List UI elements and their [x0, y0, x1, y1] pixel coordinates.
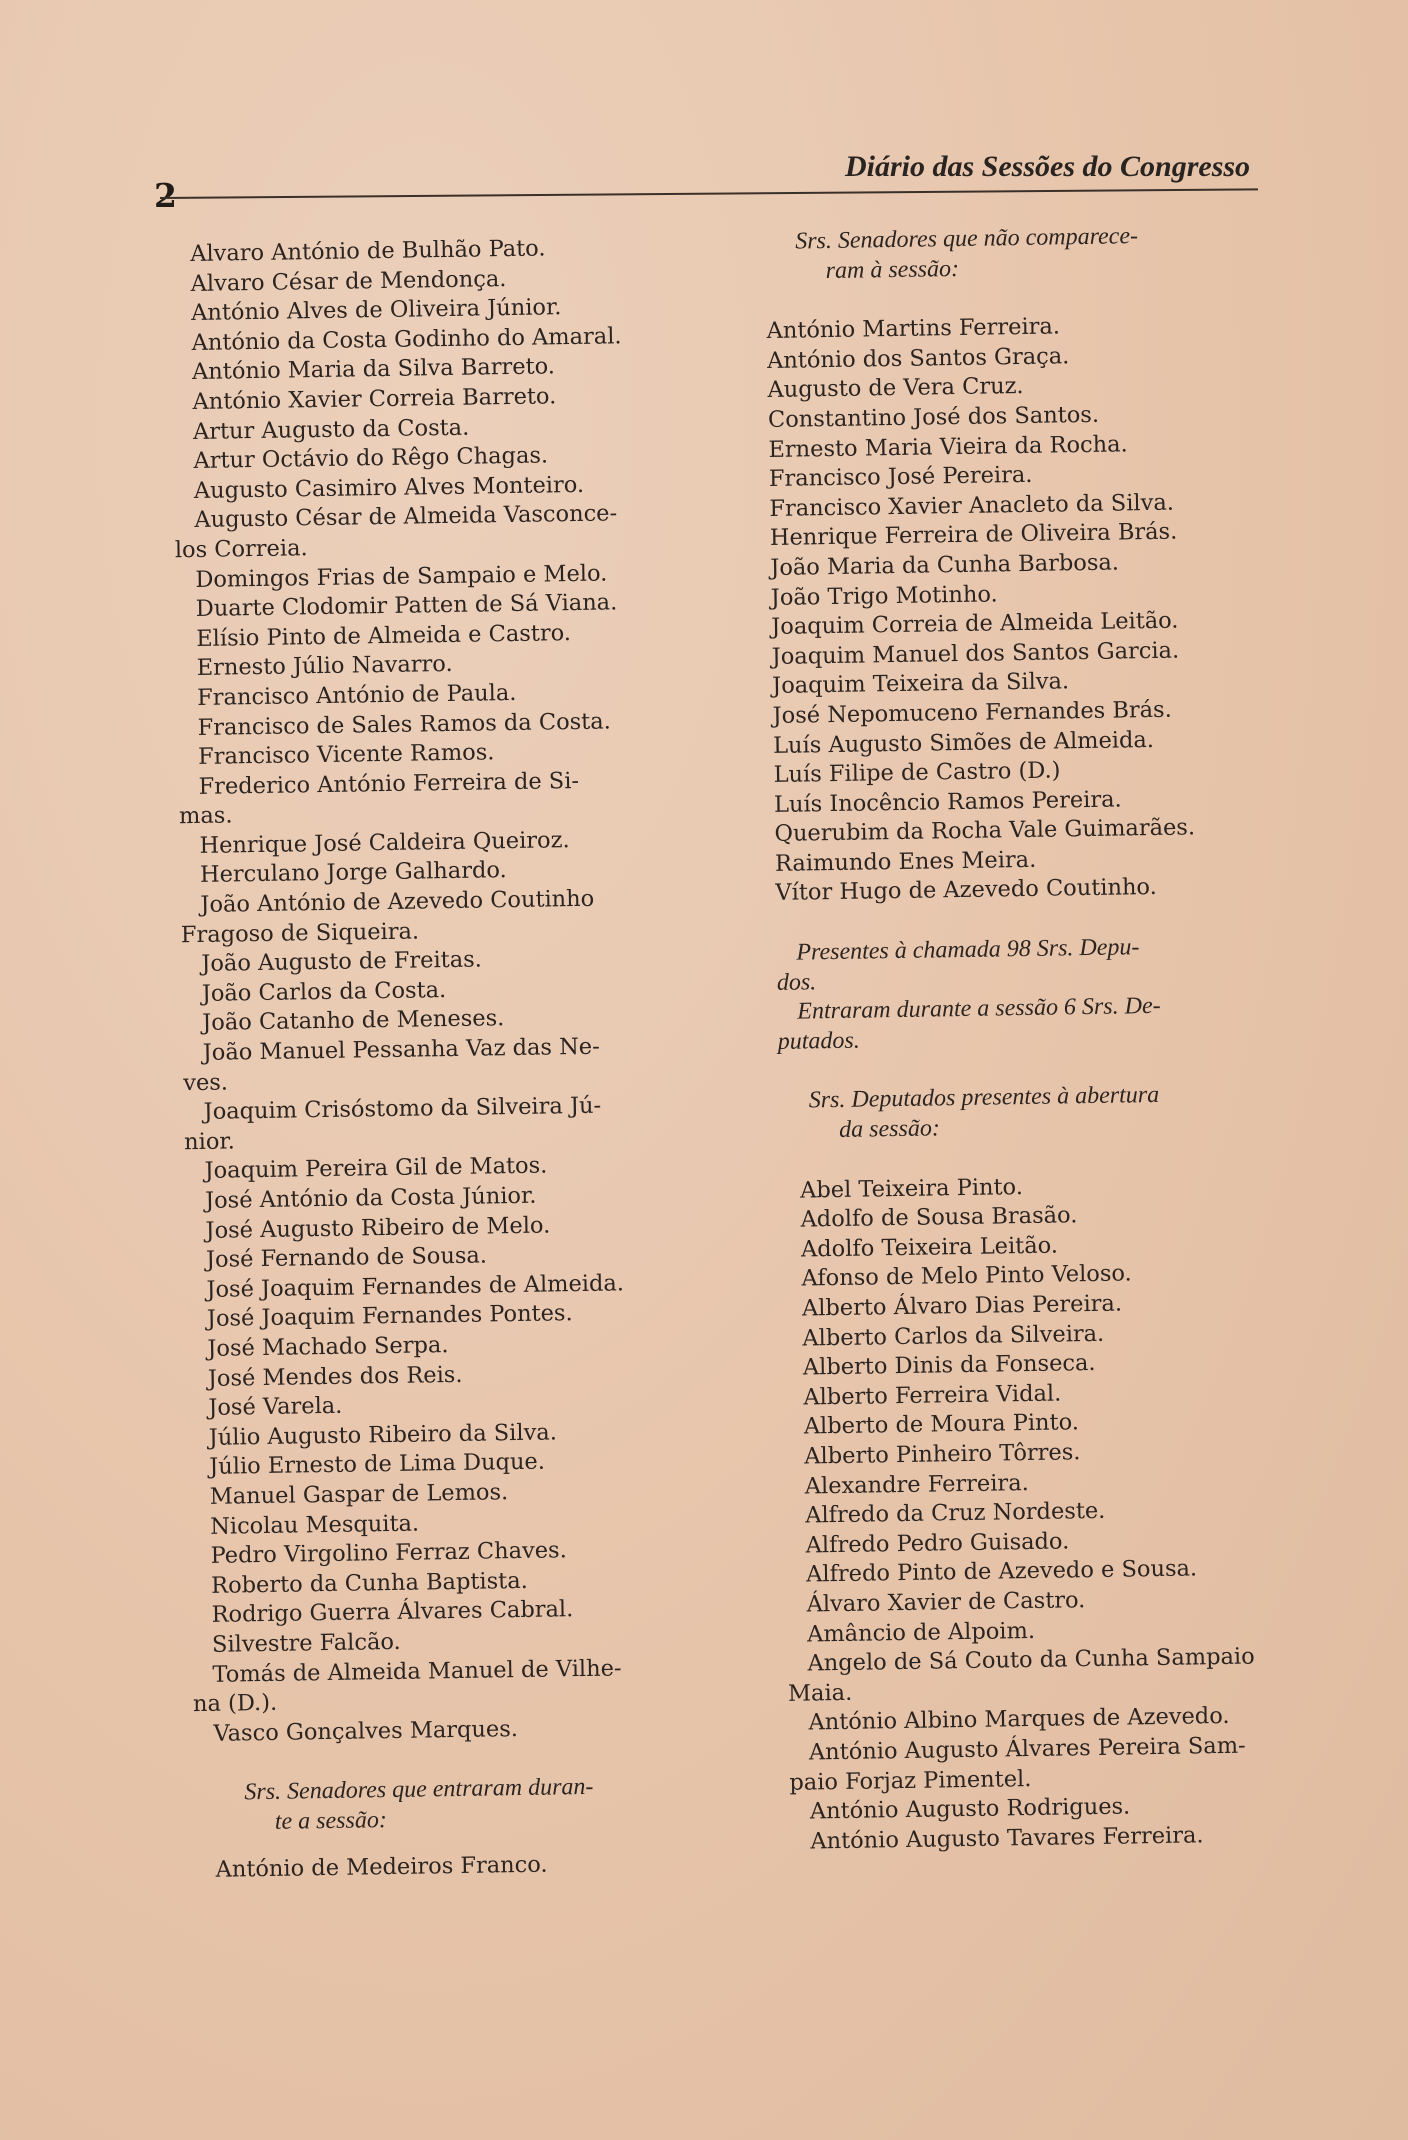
name-entry: António Alves de Oliveira Júnior. [190, 294, 562, 327]
section-heading-continuation: te a sessão: [274, 1806, 388, 1835]
name-entry: Ernesto Júlio Navarro. [196, 651, 453, 682]
name-entry: António da Costa Godinho do Amaral. [191, 323, 622, 356]
name-entry: Henrique Ferreira de Oliveira Brás. [769, 518, 1178, 552]
name-continuation: los Correia. [174, 535, 308, 564]
name-entry: Elísio Pinto de Almeida e Castro. [196, 619, 572, 652]
name-entry: Angelo de Sá Couto da Cunha Sampaio [807, 1643, 1255, 1677]
name-continuation: paio Forjaz Pimentel. [789, 1765, 1032, 1796]
name-continuation: ves. [183, 1069, 229, 1096]
name-entry: Joaquim Pereira Gil de Matos. [204, 1152, 548, 1185]
name-entry: Abel Teixeira Pinto. [799, 1173, 1024, 1204]
name-entry: Manuel Gaspar de Lemos. [209, 1479, 509, 1510]
name-entry: Constantino José dos Santos. [767, 401, 1100, 433]
attendance-summary-continuation: dos. [776, 968, 817, 996]
name-entry: Joaquim Crisóstomo da Silveira Jú- [203, 1092, 602, 1126]
name-entry: Nicolau Mesquita. [210, 1510, 420, 1540]
name-entry: Duarte Clodomir Patten de Sá Viana. [195, 589, 618, 623]
name-entry: António dos Santos Graça. [766, 343, 1070, 374]
name-entry: Alberto Dinis da Fonseca. [802, 1350, 1096, 1381]
header-rule [160, 188, 1258, 199]
name-entry: Francisco António de Paula. [196, 679, 517, 711]
name-entry: Francisco Xavier Anacleto da Silva. [769, 489, 1175, 522]
name-entry: António de Medeiros Franco. [215, 1852, 548, 1884]
section-heading-continuation: da sessão: [838, 1115, 941, 1143]
name-entry: Roberto da Cunha Baptista. [210, 1567, 528, 1599]
name-entry: João Maria da Cunha Barbosa. [770, 549, 1120, 581]
name-list [780, 1168, 1327, 1650]
page-number: 2 [154, 176, 177, 215]
name-list [201, 942, 742, 1039]
name-entry: Alfredo Pinto de Azevedo e Sousa. [805, 1555, 1198, 1588]
name-entry: Alfredo da Cruz Nordeste. [805, 1497, 1106, 1529]
name-entry: Alberto de Moura Pinto. [803, 1409, 1080, 1440]
name-entry: António Augusto Rodrigues. [809, 1793, 1131, 1825]
name-entry: João Manuel Pessanha Vaz das Ne- [202, 1033, 600, 1066]
name-entry: Artur Augusto da Costa. [192, 414, 470, 445]
name-entry: Júlio Augusto Ribeiro da Silva. [208, 1419, 558, 1451]
name-entry: Frederico António Ferreira de Si- [198, 767, 580, 800]
name-entry: Pedro Virgolino Ferraz Chaves. [210, 1537, 567, 1569]
name-entry: José Fernando de Sousa. [205, 1242, 488, 1274]
name-entry: António Augusto Tavares Ferreira. [810, 1821, 1204, 1855]
name-entry: Augusto Casimiro Alves Monteiro. [193, 471, 585, 504]
name-entry: Alfredo Pedro Guisado. [805, 1528, 1070, 1559]
attendance-summary: Presentes à chamada 98 Srs. Depu- [796, 934, 1140, 966]
name-entry: António Martins Ferreira. [766, 313, 1061, 345]
section-heading-continuation: ram à sessão: [825, 255, 960, 284]
name-entry: Alberto Carlos da Silveira. [802, 1320, 1105, 1352]
name-entry: João Trigo Motinho. [770, 580, 998, 611]
name-entry: Afonso de Melo Pinto Veloso. [801, 1260, 1132, 1292]
name-entry: Francisco Vicente Ramos. [197, 739, 495, 771]
name-entry: Luís Filipe de Castro (D.) [773, 757, 1061, 789]
name-entry: Artur Octávio do Rêgo Chagas. [193, 442, 549, 475]
name-entry: Augusto de Vera Cruz. [767, 373, 1024, 404]
name-entry: Augusto César de Almeida Vasconce- [194, 500, 618, 534]
running-title: Diário das Sessões do Congresso [845, 150, 1251, 183]
name-entry: Joaquim Teixeira da Silva. [771, 668, 1070, 700]
right-column [765, 220, 1331, 1858]
name-entry: José Joaquim Fernandes Pontes. [206, 1300, 573, 1333]
name-entry: João Catanho de Meneses. [202, 1005, 505, 1037]
name-entry: João Augusto de Freitas. [201, 946, 483, 978]
name-entry: Júlio Ernesto de Lima Duque. [209, 1448, 546, 1481]
name-continuation: Maia. [787, 1679, 853, 1707]
name-entry: Alvaro César de Mendonça. [190, 265, 507, 297]
name-entry: Francisco José Pereira. [768, 461, 1033, 493]
name-list [766, 309, 1315, 909]
name-entry: Joaquim Manuel dos Santos Garcia. [771, 637, 1180, 670]
name-entry: Joaquim Correia de Almeida Leitão. [771, 607, 1179, 641]
name-entry: Vítor Hugo de Azevedo Coutinho. [775, 874, 1157, 907]
name-entry: Amâncio de Alpoim. [806, 1617, 1036, 1648]
section-heading: Srs. Senadores que entraram duran- [244, 1774, 594, 1806]
name-entry: João António de Azevedo Coutinho [200, 885, 595, 918]
name-entry: Alberto Álvaro Dias Pereira. [801, 1290, 1123, 1322]
name-entry: António Maria da Silva Barreto. [191, 353, 556, 386]
name-entry: Domingos Frias de Sampaio e Melo. [195, 560, 608, 593]
name-list [195, 557, 738, 773]
name-entry: Silvestre Falcão. [211, 1628, 401, 1658]
name-entry: António Albino Marques de Azevedo. [808, 1703, 1230, 1736]
name-continuation: Fragoso de Siqueira. [180, 918, 420, 948]
name-entry: Tomás de Almeida Manuel de Vilhe- [212, 1654, 622, 1688]
name-entry: Alberto Pinheiro Tôrres. [804, 1439, 1081, 1470]
name-list [790, 1789, 1331, 1857]
name-entry: Luís Augusto Simões de Almeida. [772, 726, 1155, 759]
name-entry: António Xavier Correia Barreto. [192, 383, 557, 415]
name-continuation: na (D.). [192, 1689, 278, 1718]
name-entry: José Machado Serpa. [207, 1332, 449, 1362]
name-entry: João Carlos da Costa. [201, 976, 447, 1007]
name-entry: José Mendes dos Reis. [207, 1361, 463, 1392]
name-entry: José Varela. [208, 1392, 343, 1422]
name-entry: Vasco Gonçalves Marques. [213, 1715, 519, 1747]
name-entry: Ernesto Maria Vieira da Rocha. [768, 430, 1128, 463]
name-entry: José Nepomuceno Fernandes Brás. [772, 696, 1172, 729]
name-entry: Henrique José Caldeira Queiroz. [199, 826, 570, 859]
entered-summary: Entraram durante a sessão 6 Srs. De- [797, 993, 1161, 1025]
section-heading: Srs. Senadores que não comparece- [795, 223, 1139, 255]
name-entry: Raimundo Enes Meira. [774, 846, 1037, 877]
name-list [190, 232, 734, 507]
name-continuation: mas. [178, 802, 233, 830]
name-continuation: nior. [183, 1128, 236, 1156]
name-entry: José António da Costa Júnior. [204, 1182, 537, 1214]
name-entry: Alvaro António de Bulhão Pato. [190, 235, 546, 267]
name-entry: Alberto Ferreira Vidal. [803, 1380, 1062, 1411]
name-entry: Alexandre Ferreira. [804, 1469, 1029, 1500]
name-list [204, 1149, 752, 1661]
name-entry: Adolfo de Sousa Brasão. [800, 1202, 1078, 1233]
name-entry: Querubim da Rocha Vale Guimarães. [774, 814, 1196, 848]
section-heading: Srs. Deputados presentes à abertura [808, 1082, 1160, 1114]
left-column [174, 232, 756, 1886]
name-entry: Rodrigo Guerra Álvares Cabral. [211, 1596, 574, 1629]
name-entry: José Augusto Ribeiro de Melo. [205, 1212, 551, 1244]
entered-summary-continuation: putados. [777, 1027, 860, 1055]
name-entry: Luís Inocêncio Ramos Pereira. [773, 786, 1122, 818]
name-entry: António Augusto Álvares Pereira Sam- [808, 1732, 1246, 1766]
name-entry: Francisco de Sales Ramos da Costa. [197, 707, 611, 741]
name-entry: José Joaquim Fernandes de Almeida. [206, 1270, 625, 1303]
name-entry: Adolfo Teixeira Leitão. [800, 1232, 1059, 1263]
name-list [199, 823, 740, 891]
name-entry: Álvaro Xavier de Castro. [806, 1587, 1086, 1618]
name-entry: Herculano Jorge Galhardo. [199, 857, 507, 889]
